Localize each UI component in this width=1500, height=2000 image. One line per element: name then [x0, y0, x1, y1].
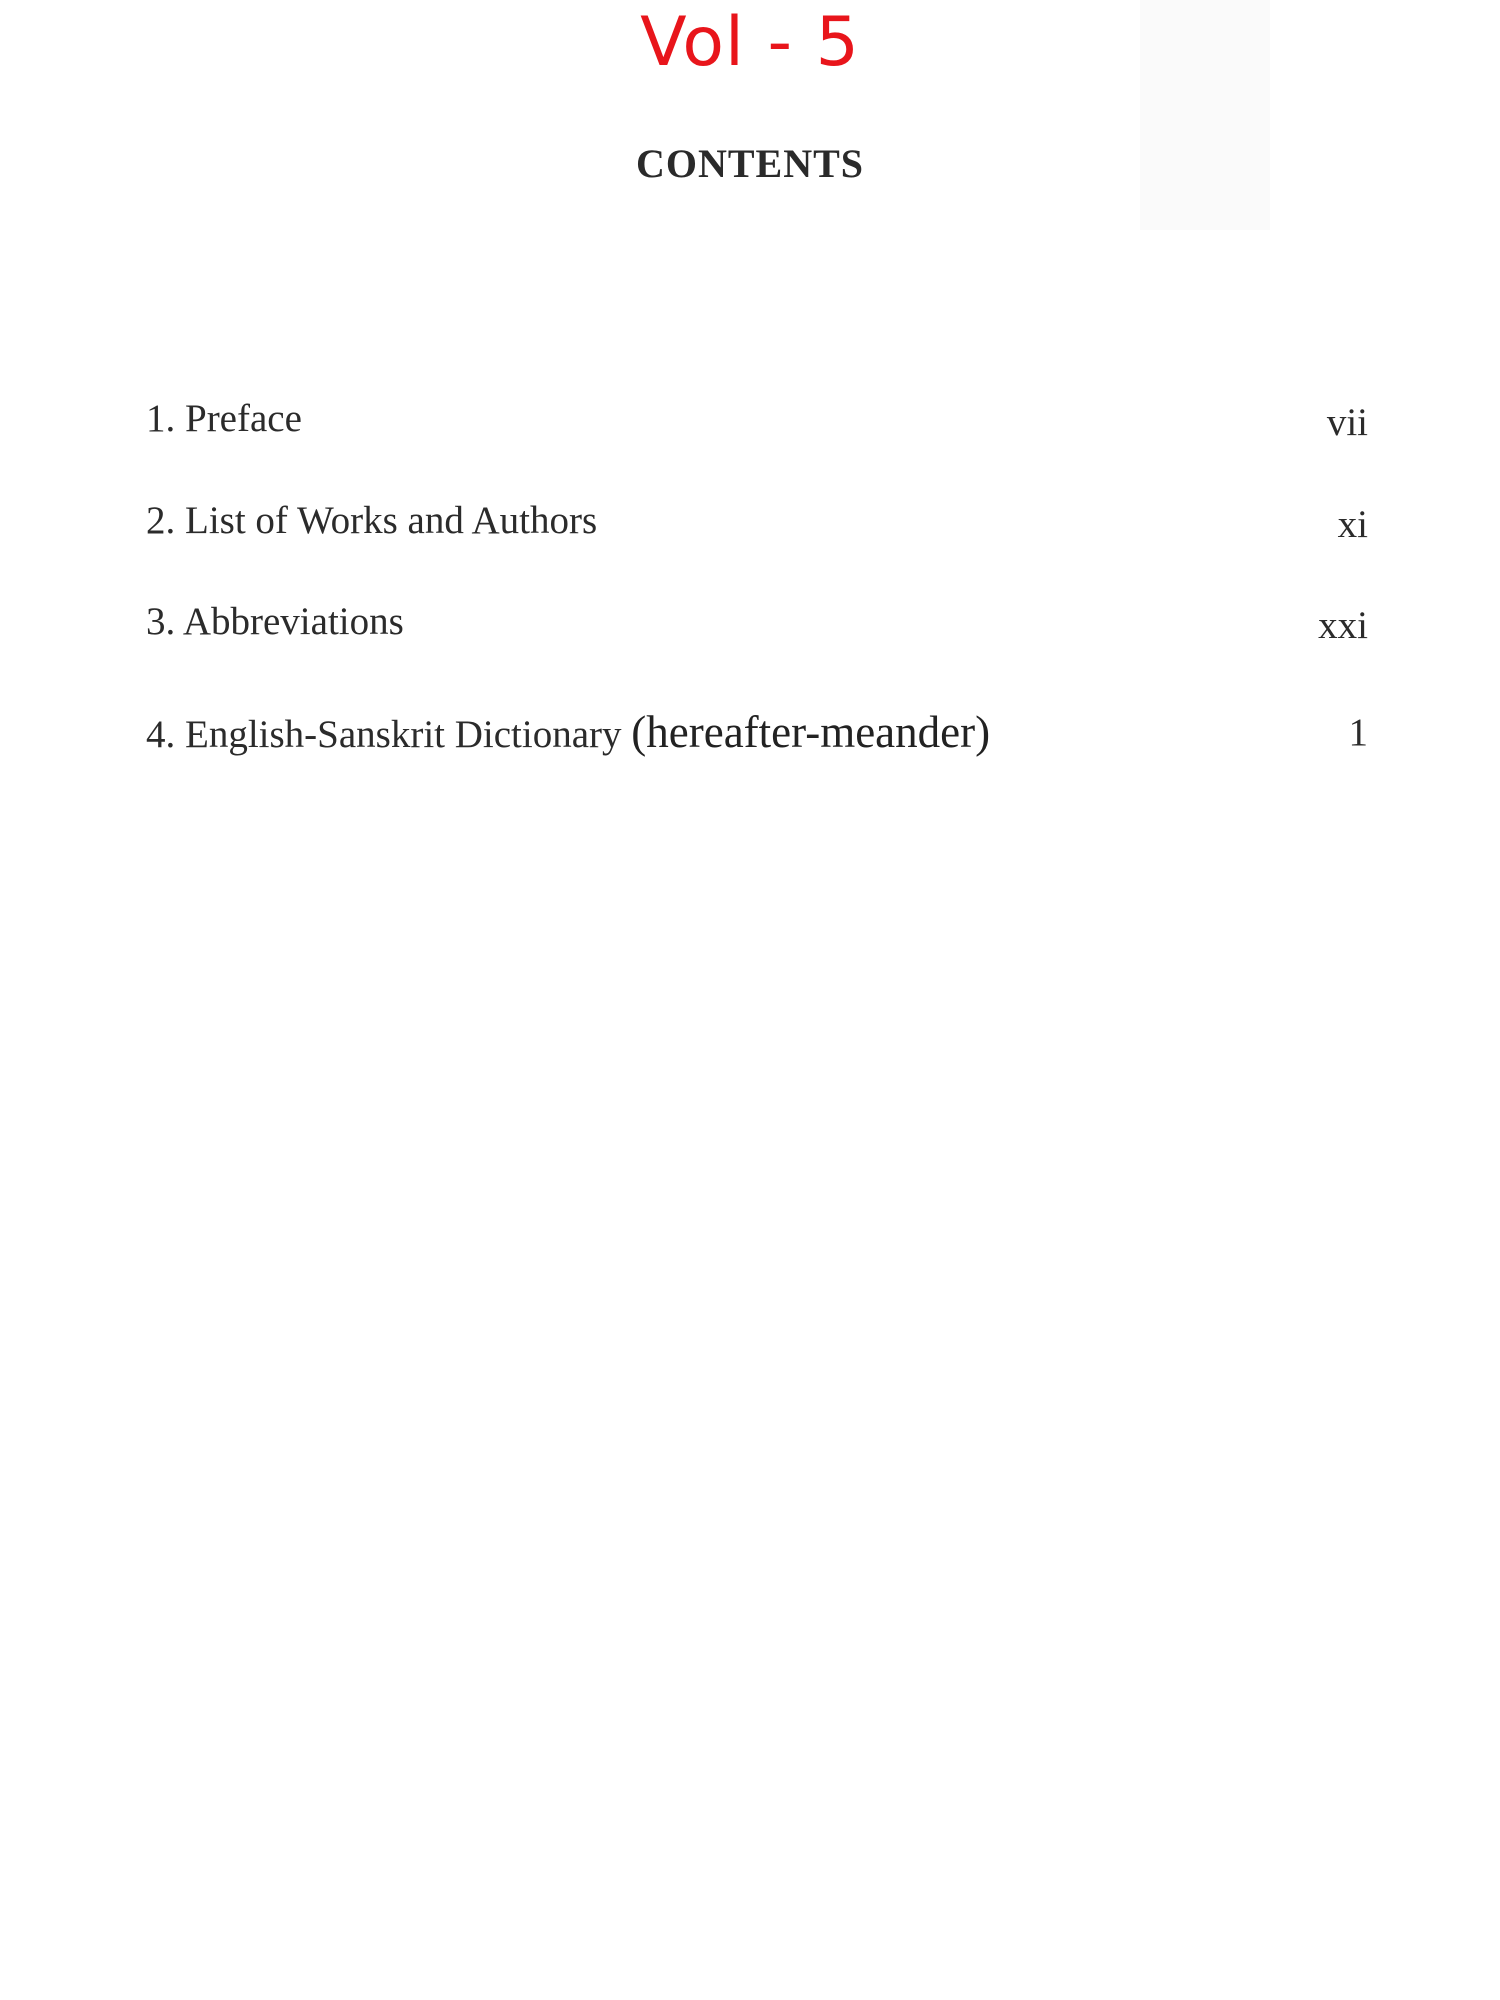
toc-entry-title: 2. List of Works and Authors	[146, 499, 598, 542]
toc-entry-page: 1	[1348, 711, 1368, 754]
page-title: CONTENTS	[635, 141, 865, 186]
toc-entry-page: xxi	[1318, 604, 1368, 647]
toc-entry-page: xi	[1337, 503, 1368, 546]
volume-label: Vol - 5	[640, 3, 860, 82]
toc-entry-title: 3. Abbreviations	[146, 600, 404, 643]
toc-entry-title-suffix: (hereafter-meander)	[631, 707, 991, 757]
toc-entry-title-main: 4. English-Sanskrit Dictionary	[146, 713, 632, 756]
toc-entry-page: vii	[1326, 401, 1368, 444]
toc-entry-title	[146, 706, 990, 758]
toc-entry-title: 1. Preface	[146, 397, 302, 440]
